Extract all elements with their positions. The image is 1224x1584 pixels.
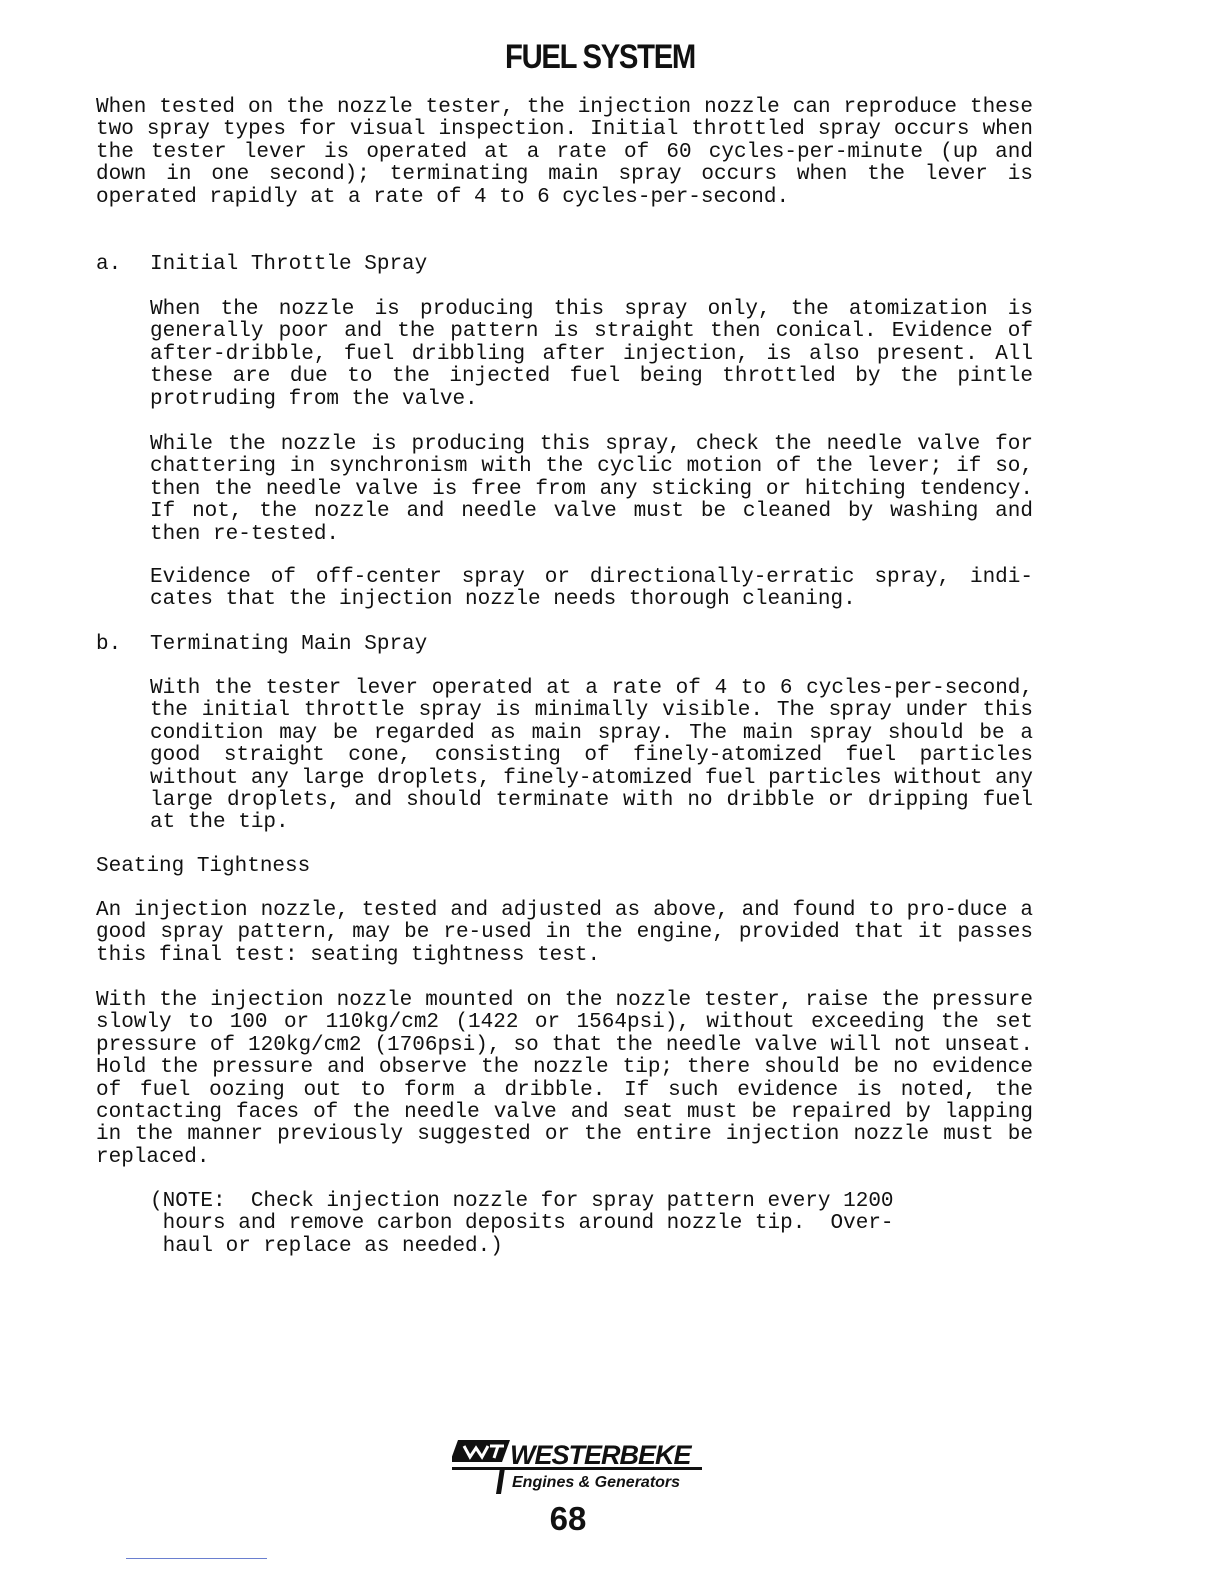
intro-paragraph: When tested on the nozzle tester, the injection nozzle can reproduce these two spray types for visual inspection. Initial throttled spray occurs when the tester lever is operated at a rate of 60 cycles-per-minute (up and down in one second); terminating main spray occurs when the lever is operated rapidly at a rate of 4 to 6 cycles-per-second.: [96, 96, 1033, 209]
seating-heading: Seating Tightness: [96, 855, 311, 878]
brand-name: WESTERBEKE: [510, 1440, 691, 1470]
note-block: [150, 1191, 894, 1258]
seating-paragraph-2: With the injection nozzle mounted on the nozzle tester, raise the pressure slowly to 100 or 110kg/cm2 (1422 or 1564psi), without exceeding the set pressure of 120kg/cm2 (1706psi), so that the needle valve will not unseat. Hold the pressure and observe the nozzle tip; there should be no evidence of fuel oozing out to form a dribble. If such evidence is noted, the contacting faces of the needle valve and seat must be repaired by lapping in the manner previously suggested or the entire injection nozzle must be replaced.: [96, 989, 1033, 1169]
note-line: hours and remove carbon deposits around nozzle tip. Over-: [150, 1212, 894, 1236]
section-b-paragraph-1: With the tester lever operated at a rate of 4 to 6 cycles-per-second, the initial throttle spray is minimally visible. The spray under this condition may be regarded as main spray. The main spray should be a good straight cone, consisting of finely-atomized fuel particles without any large droplets, finely-atomized fuel particles without any large droplets, and should terminate with no dribble or dripping fuel at the tip.: [150, 677, 1033, 835]
brand-tagline: Engines & Generators: [512, 1474, 681, 1491]
section-a-heading: Initial Throttle Spray: [150, 253, 428, 276]
section-b-heading: Terminating Main Spray: [150, 633, 428, 656]
section-a-letter: a.: [96, 253, 122, 276]
section-a-paragraph-1: When the nozzle is producing this spray only, the atomization is generally poor and the pattern is straight then conical. Evidence of after-dribble, fuel dribbling after injection, is also present. All these are due to the injected fuel being throttled by the pintle protruding from the valve.: [150, 298, 1033, 411]
page-number: 68: [549, 1500, 587, 1537]
footer-rule: [126, 1558, 267, 1559]
section-a-paragraph-3: Evidence of off-center spray or directionally-erratic spray, indi-cates that the injection nozzle needs thorough cleaning.: [150, 566, 1033, 612]
note-line: (NOTE: Check injection nozzle for spray pattern every 1200: [150, 1190, 894, 1213]
page-title: FUEL SYSTEM: [505, 38, 695, 76]
section-a-paragraph-2: While the nozzle is producing this spray, check the needle valve for chattering in synchronism with the cyclic motion of the lever; if so, then the needle valve is free from any sticking or hitching tendency. If not, the nozzle and needle valve must be cleaned by washing and then re-tested.: [150, 433, 1033, 546]
section-b-letter: b.: [96, 633, 122, 656]
seating-paragraph-1: An injection nozzle, tested and adjusted as above, and found to pro-duce a good spray pattern, may be re-used in the engine, provided that it passes this final test: seating tightness test.: [96, 899, 1033, 967]
note-line: haul or replace as needed.): [150, 1234, 503, 1258]
